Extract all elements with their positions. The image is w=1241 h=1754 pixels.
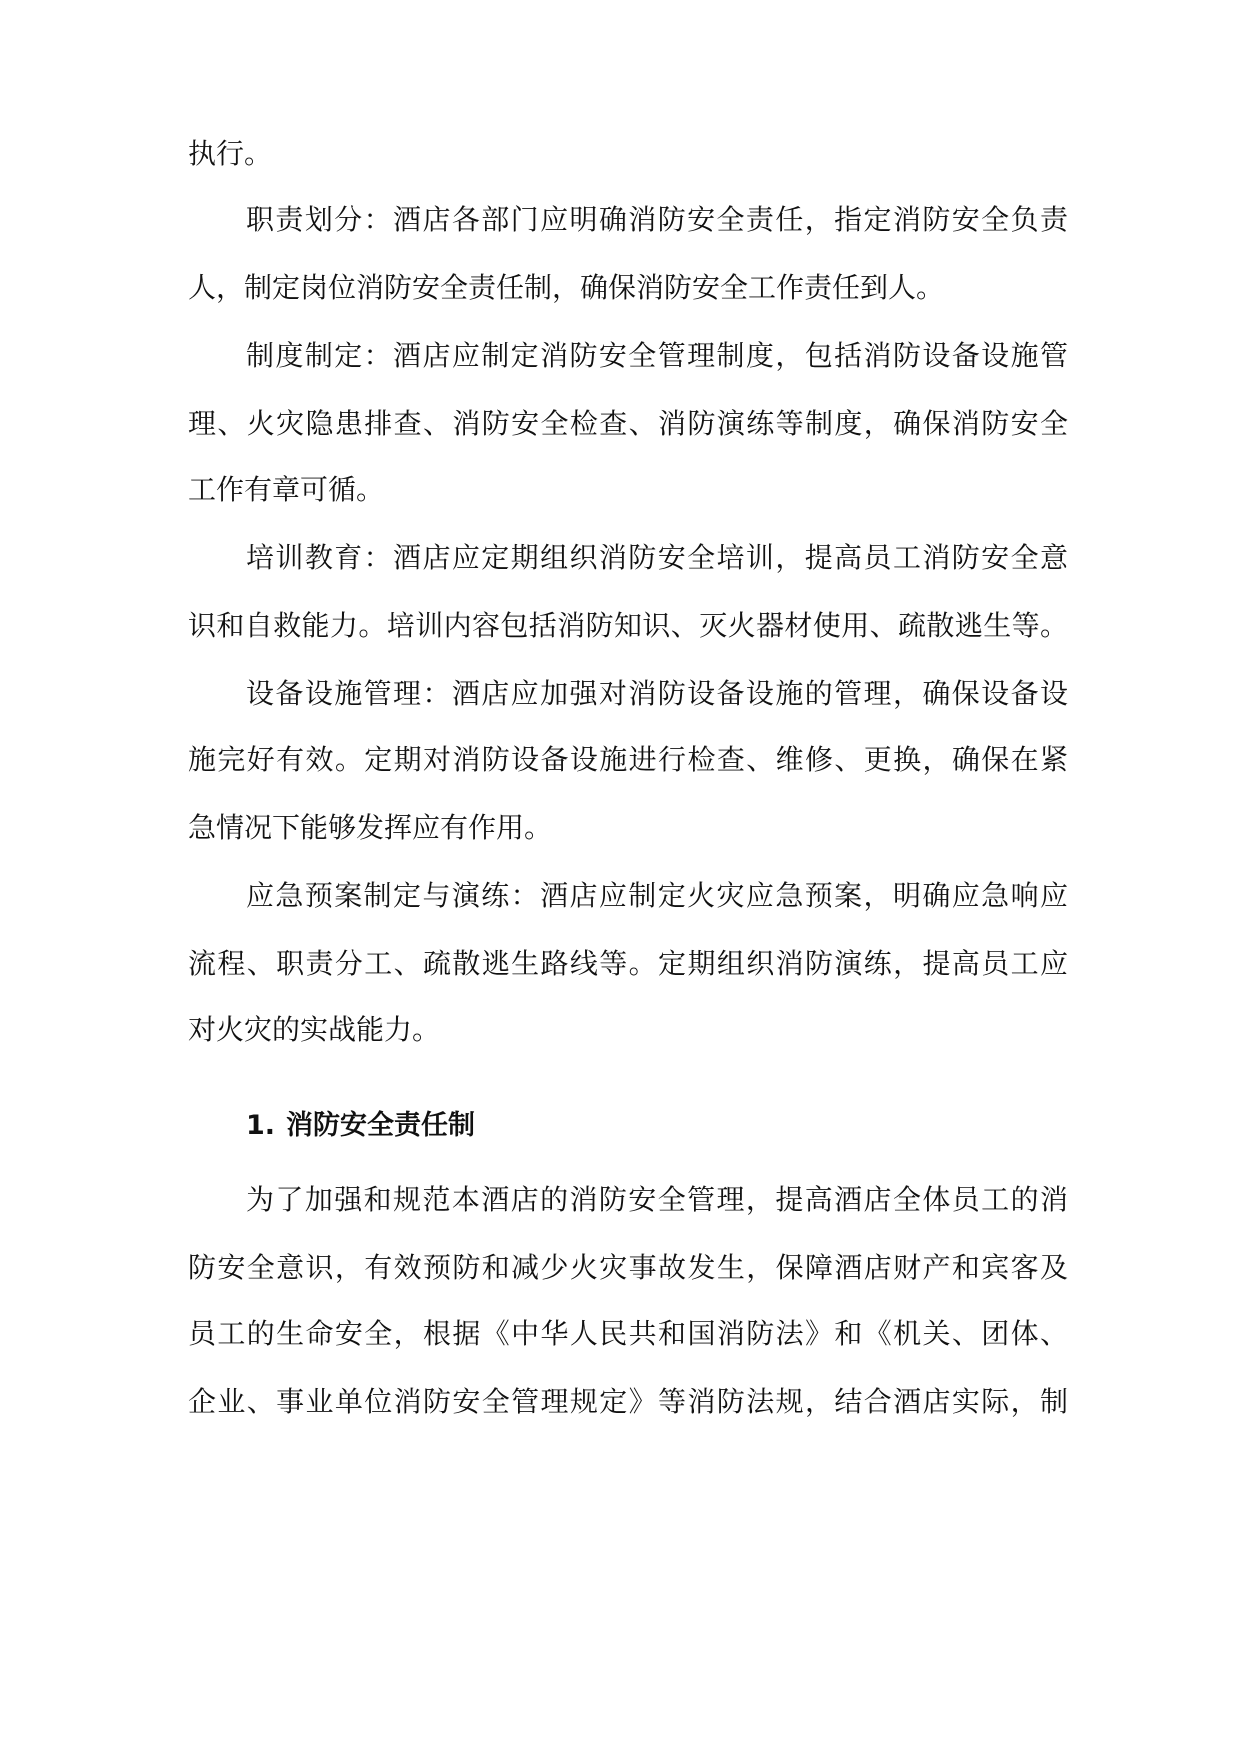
paragraph-responsibility-line-1: 职责划分：酒店各部门应明确消防安全责任，指定消防安全负责	[246, 203, 1068, 236]
paragraph-intro-line-3: 员工的生命安全，根据《中华人民共和国消防法》和《机关、团体、	[188, 1317, 1068, 1350]
paragraph-equipment-line-2: 施完好有效。定期对消防设备设施进行检查、维修、更换，确保在紧	[188, 743, 1068, 776]
paragraph-system-line-2: 理、火灾隐患排查、消防安全检查、消防演练等制度，确保消防安全	[188, 407, 1068, 440]
paragraph-training-line-2: 识和自救能力。培训内容包括消防知识、灭火器材使用、疏散逃生等。	[188, 609, 1068, 642]
paragraph-emergency-line-2: 流程、职责分工、疏散逃生路线等。定期组织消防演练，提高员工应	[188, 947, 1068, 980]
paragraph-equipment-line-1: 设备设施管理：酒店应加强对消防设备设施的管理，确保设备设	[246, 677, 1068, 710]
paragraph-training-line-1: 培训教育：酒店应定期组织消防安全培训，提高员工消防安全意	[246, 541, 1068, 574]
section-title: 消防安全责任制	[286, 1110, 475, 1141]
section-number: 1.	[246, 1110, 276, 1141]
text-line: 执行。	[188, 137, 273, 170]
section-heading	[246, 1106, 475, 1146]
paragraph-intro-line-4: 企业、事业单位消防安全管理规定》等消防法规，结合酒店实际，制	[188, 1385, 1068, 1418]
paragraph-emergency-line-3: 对火灾的实战能力。	[188, 1013, 441, 1046]
paragraph-equipment-line-3: 急情况下能够发挥应有作用。	[188, 811, 553, 844]
paragraph-intro-line-2: 防安全意识，有效预防和减少火灾事故发生，保障酒店财产和宾客及	[188, 1251, 1068, 1284]
paragraph-emergency-line-1: 应急预案制定与演练：酒店应制定火灾应急预案，明确应急响应	[246, 879, 1068, 912]
paragraph-intro-line-1: 为了加强和规范本酒店的消防安全管理，提高酒店全体员工的消	[246, 1183, 1068, 1216]
paragraph-system-line-3: 工作有章可循。	[188, 473, 385, 506]
paragraph-responsibility-line-2: 人，制定岗位消防安全责任制，确保消防安全工作责任到人。	[188, 271, 945, 304]
paragraph-system-line-1: 制度制定：酒店应制定消防安全管理制度，包括消防设备设施管	[246, 339, 1068, 372]
